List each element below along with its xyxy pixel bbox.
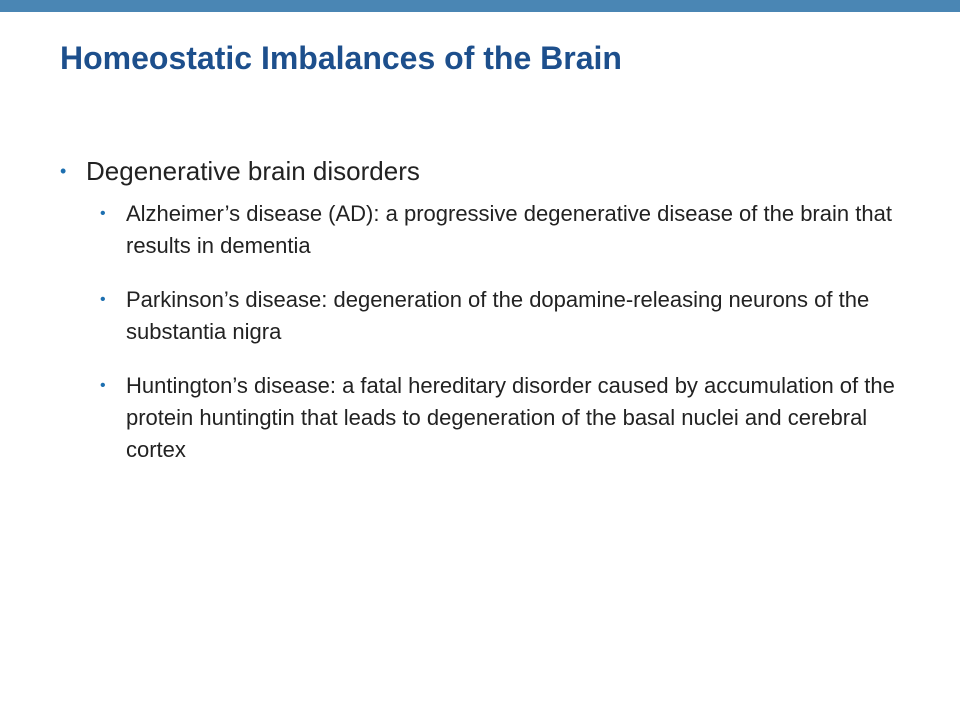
slide-content xyxy=(60,148,900,488)
bullet-dot-icon: • xyxy=(100,205,106,222)
top-accent-bar xyxy=(0,0,960,12)
main-bullet xyxy=(60,148,900,194)
sub-bullet-alzheimers xyxy=(100,198,906,262)
slide-title: Homeostatic Imbalances of the Brain xyxy=(60,40,622,76)
sub-bullet-text: Parkinson’s disease: degeneration of the dopamine-releasing neurons of the substantia nigra xyxy=(126,287,870,344)
bullet-dot-icon: • xyxy=(100,291,106,308)
sub-bullet-huntingtons xyxy=(100,370,906,466)
bullet-dot-icon: • xyxy=(100,377,106,394)
sub-bullet-parkinsons xyxy=(100,284,906,348)
sub-bullet-list xyxy=(60,198,900,466)
bullet-dot-icon: • xyxy=(60,161,67,181)
sub-bullet-text: Alzheimer’s disease (AD): a progressive degenerative disease of the brain that results in dementia xyxy=(126,201,892,258)
sub-bullet-text: Huntington’s disease: a fatal hereditary disorder caused by accumulation of the protein huntingtin that leads to degeneration of the basal nuclei and cerebral cortex xyxy=(126,373,895,462)
main-bullet-text: Degenerative brain disorders xyxy=(86,156,420,186)
